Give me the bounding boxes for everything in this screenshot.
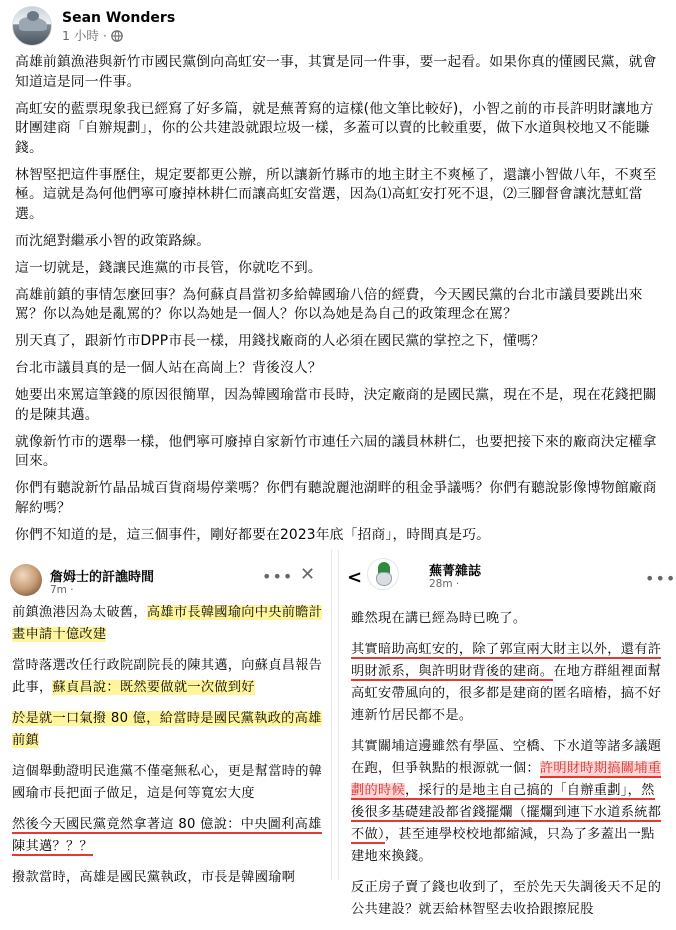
ellipsis-icon: ••• [262, 567, 294, 586]
left-text-block: 然後今天國民黨竟然拿著這 80 億說：中央圖利高雄陳其邁？？？ [12, 817, 322, 854]
post-paragraph: 而沈絕對繼承小智的政策路線。 [15, 232, 211, 249]
meta-separator: · [102, 27, 107, 43]
left-screenshot-header [0, 550, 331, 600]
ellipsis-icon: ••• [645, 569, 676, 588]
post-paragraph: 她要出來罵這筆錢的原因很簡單，因為韓國瑜當市長時，決定廠商的是國民黨，現在不是，現在花錢把關的是陳其邁。 [15, 387, 657, 423]
post-paragraph: 高雄前鎮漁港與新竹市國民黨倒向高虹安一事，其實是同一件事，要一起看。如果你真的懂國民黨，就會知道這是同一件事。 [15, 54, 657, 90]
right-page-time: 28m · [429, 578, 460, 590]
left-text-block: 於是就一口氣撥 80 億，給當時是國民黨執政的高雄前鎮 [12, 711, 322, 748]
right-screenshot-image[interactable] [338, 550, 676, 917]
post-paragraph: 你們不知道的是，這三個事件，剛好都要在2023年底「招商」，時間真是巧。 [15, 526, 491, 543]
author-avatar[interactable] [12, 6, 52, 46]
post-paragraph: 林智堅把這件事歷住，規定要都更公辦，所以讓新竹縣市的地主財主不爽極了，還讓小智做八年，不爽至極。這就是為何他們寧可廢掉林耕仁而讓高虹安當選，因為⑴高虹安打死不退，⑵三腳督會讓沈慧虹當選。 [15, 166, 657, 222]
right-page-avatar [367, 558, 399, 590]
globe-icon[interactable] [111, 30, 123, 42]
back-arrow-icon: < [347, 567, 363, 588]
left-page-name: 詹姆士的訐譙時間 [50, 570, 155, 585]
right-page-name: 蕪菁雜誌 [429, 564, 482, 579]
close-icon: ✕ [300, 564, 316, 585]
left-screenshot-image[interactable] [0, 550, 332, 885]
post-paragraph: 台北市議員真的是一個人站在高崗上？背後沒人？ [15, 360, 322, 376]
post-paragraph: 別天真了，跟新竹市DPP市長一樣，用錢找廠商的人必須在國民黨的掌控之下，懂嗎？ [15, 333, 545, 349]
right-text-block: 其實關埔這邊雖然有學區、空橋、下水道等諸多議題在跑，但爭執點的根源就一個：許明財時期搞關埔重劃的時候，採行的是地主自己搞的「自辦重劃」，然後很多基礎建設都省錢擺爛（擺爛到連下水道系統都不做），甚至連學校校地都縮減，只為了多蓋出一點建地來換錢。 [351, 739, 662, 864]
right-screenshot-header [339, 550, 676, 600]
left-page-avatar [10, 564, 42, 596]
left-text-block: 當時落選改任行政院副院長的陳其邁，向蘇貞昌報告此事，蘇貞昌說：既然要做就一次做到好 [12, 658, 323, 695]
post-header [12, 5, 175, 47]
post-time[interactable]: 1 小時 [62, 27, 99, 43]
author-block [62, 9, 175, 44]
right-text-block: 其實暗助高虹安的，除了郭宣兩大財主以外，還有許明財派系，與許明財背後的建商。在地方群組裡面幫高虹安帶風向的，很多都是建商的匿名暗樁，搞不好連新竹居民都不是。 [351, 642, 662, 723]
post-paragraph: 這一切就是，錢讓民進黨的市長管，你就吃不到。 [15, 259, 322, 276]
left-text-block: 這個舉動證明民進黨不僅毫無私心，更是幫當時的韓國瑜市長把面子做足，這是何等寬宏大度 [12, 764, 323, 801]
author-name[interactable]: Sean Wonders [62, 9, 176, 26]
post-paragraph: 就像新竹市的選舉一樣，他們寧可廢掉自家新竹市連任六屆的議員林耕仁，也要把接下來的廠商決定權拿回來。 [15, 433, 657, 469]
left-screenshot-text [12, 602, 323, 898]
post-paragraph: 高雄前鎮的事情怎麼回事？為何蘇貞昌當初多給韓國瑜八倍的經費，今天國民黨的台北市議員要跳出來罵？你以為她是亂罵的？你以為她是一個人？你以為她是為自己的政策理念在罵？ [15, 286, 643, 322]
left-page-time: 7m · [50, 584, 74, 596]
post-paragraph: 高虹安的藍票現象我已經寫了好多篇，就是蕪菁寫的這樣(他文筆比較好)，小智之前的市長許明財讓地方財團建商「自辦規劃」，你的公共建設就跟垃圾一樣，多蓋可以賣的比較重要，做下水道與校地又不能賺錢。 [15, 100, 654, 156]
right-text-block: 雖然現在講已經為時已晚了。 [351, 611, 527, 626]
post-paragraph: 你們有聽說新竹晶品城百貨商場停業嗎？你們有聽說麗池湖畔的租金爭議嗎？你們有聽說影像博物館廠商解約嗎？ [15, 480, 657, 516]
right-text-block: 反正房子賣了錢也收到了，至於先天失調後天不足的公共建設？就丟給林智堅去收拾跟擦屁股 [351, 880, 662, 917]
right-screenshot-text [351, 608, 668, 930]
post-meta [62, 28, 175, 44]
left-text-block: 前鎮漁港因為太破舊，高雄市長韓國瑜向中央前瞻計畫申請十億改建 [12, 605, 323, 642]
left-text-block: 撥款當時，高雄是國民黨執政，市長是韓國瑜啊 [12, 870, 296, 885]
post-body [15, 53, 665, 553]
attached-images[interactable] [0, 550, 676, 917]
